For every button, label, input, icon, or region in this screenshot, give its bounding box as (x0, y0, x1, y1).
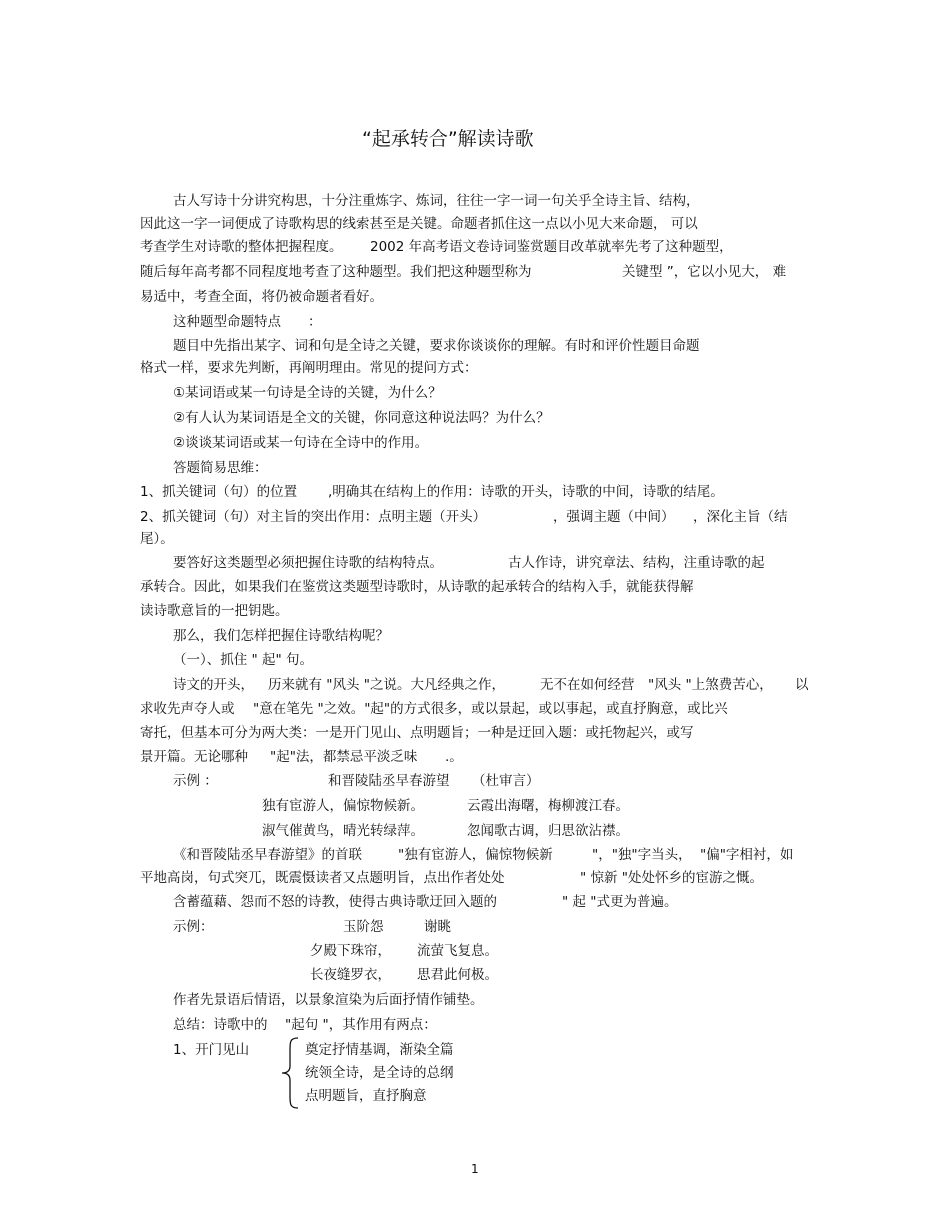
text-line: "独有宦游人，偏惊物候新 (398, 847, 553, 863)
text-line: 示例 ： (173, 773, 218, 789)
summary-item: 点明题旨，直抒胸意 (305, 1088, 427, 1104)
text-line: "起"法，都禁忌平淡乏味 (270, 749, 418, 765)
text-line: 关键型 ”，它以小见大， 难 (622, 264, 787, 280)
text-line: 求收先声夺人或 (140, 701, 235, 717)
text-line: 诗文的开头， (173, 677, 254, 693)
text-line: （一）、抓住 " 起" 句。 (173, 652, 314, 668)
poem-line: 淑气催黄鸟，晴光转绿萍。 (262, 823, 424, 839)
text-line: 总结：诗歌中的 (173, 1017, 268, 1033)
text-line: 以 (795, 677, 809, 693)
text-line: 尾）。 (140, 531, 174, 547)
poem-line: 思君此何极。 (417, 967, 498, 983)
text-line: 2002 年高考语文卷诗词鉴赏题目改革就率先考了这种题型， (370, 239, 733, 255)
poem-line: 夕殿下珠帘， (310, 943, 391, 959)
text-line: ,明确其在结构上的作用：诗歌的开头，诗歌的中间，诗歌的结尾。 (328, 484, 724, 500)
text-line: 含蓄蕴藉、怨而不怒的诗教，使得古典诗歌迂回入题的 (173, 894, 497, 910)
text-line: 考查学生对诗歌的整体把握程度。 (140, 239, 343, 255)
text-line: 平地高岗，句式突兀，既震慑读者又点题明旨，点出作者处处 (140, 870, 505, 886)
text-line: 那么，我们怎样把握住诗歌结构呢？ (173, 628, 389, 644)
text-line: 承转合。因此，如果我们在鉴赏这类题型诗歌时，从诗歌的起承转合的结构入手，就能获得解 (140, 579, 694, 595)
text-line: 作者先景语后情语，以景象渲染为后面抒情作铺垫。 (173, 992, 484, 1008)
summary-item: 奠定抒情基调，渐染全篇 (305, 1042, 454, 1058)
text-line: ，强调主题（中间） (553, 509, 675, 525)
poem-line: 长夜缝罗衣， (310, 967, 391, 983)
text-line: " 惊新 "处处怀乡的宦游之慨。 (580, 870, 764, 886)
text-line: 2、抓关键词（句）对主旨的突出作用：点明主题（开头） (140, 509, 487, 525)
text-line: 读诗歌意旨的一把钥匙。 (140, 603, 289, 619)
poem-line: 忽闻歌古调，归思欲沾襟。 (467, 823, 629, 839)
text-line: "，"独"字当头， (592, 847, 692, 863)
page-title: “起承转合”解读诗歌 (362, 128, 534, 150)
summary-item: 统领全诗，是全诗的总纲 (305, 1065, 454, 1081)
text-line: ： (308, 314, 322, 330)
text-line: 《和晋陵陆丞早春游望》的首联 (173, 847, 362, 863)
text-line: 和晋陵陆丞早春游望 (328, 773, 450, 789)
text-line: "意在笔先 "之效。"起"的方式很多，或以景起，或以事起，或直抒胸意，或比兴 (253, 701, 728, 717)
text-line: 题目中先指出某字、词和句是全诗之关键，要求你谈谈你的理解。有时和评价性题目命题 (173, 338, 700, 354)
text-line: 无不在如何经营 (540, 677, 635, 693)
text-line: （杜审言） (472, 773, 540, 789)
text-line: "风头 "上煞费苦心， (648, 677, 773, 693)
text-line: 格式一样，要求先判断，再阐明理由。常见的提问方式： (140, 360, 478, 376)
text-line: 历来就有 "风头 "之说。大凡经典之作， (268, 677, 506, 693)
page-number: 1 (471, 1162, 479, 1176)
text-line: "起句 "，其作用有两点： (285, 1017, 437, 1033)
text-line: 景开篇。无论哪种 (140, 749, 248, 765)
text-line: ①某词语或某一句诗是全诗的关键，为什么？ (173, 385, 442, 401)
text-line: 1、抓关键词（句）的位置 (140, 484, 298, 500)
text-line: .。 (445, 749, 463, 765)
poem-line: 云霞出海曙，梅柳渡江春。 (467, 798, 629, 814)
text-line: 随后每年高考都不同程度地考查了这种题型。我们把这种题型称为 (140, 264, 532, 280)
curly-brace-icon (278, 1036, 302, 1110)
text-line: 寄托，但基本可分为两大类：一是开门见山、点明题旨；一种是迂回入题：或托物起兴，或写 (140, 725, 694, 741)
poem-line: 独有宦游人，偏惊物候新。 (262, 798, 424, 814)
text-line: ，深化主旨（结 (693, 509, 788, 525)
poem-title: 玉阶怨 (343, 919, 384, 935)
poem-author: 谢眺 (424, 919, 451, 935)
text-line: 1、开门见山 (173, 1042, 250, 1058)
text-line: 古人作诗，讲究章法、结构，注重诗歌的起 (508, 555, 765, 571)
text-line: 要答好这类题型必须把握住诗歌的结构特点。 (173, 555, 443, 571)
text-line: 示例： (173, 919, 214, 935)
text-line: "偏"字相衬，如 (700, 847, 794, 863)
text-line: 因此这一字一词便成了诗歌构思的线索甚至是关键。命题者抓住这一点以小见大来命题， 可以 (140, 216, 698, 232)
text-line: ②谈谈某词语或某一句诗在全诗中的作用。 (173, 435, 429, 451)
text-line: 这种题型命题特点 (173, 314, 281, 330)
text-line: 古人写诗十分讲究构思，十分注重炼字、炼词，往往一字一词一句关乎全诗主旨、结构， (173, 193, 700, 209)
text-line: " 起 "式更为普遍。 (562, 894, 678, 910)
poem-line: 流萤飞复息。 (417, 943, 498, 959)
text-line: ②有人认为某词语是全文的关键，你同意这种说法吗？为什么？ (173, 410, 550, 426)
text-line: 答题简易思维： (173, 460, 268, 476)
text-line: 易适中，考查全面，将仍被命题者看好。 (140, 289, 383, 305)
